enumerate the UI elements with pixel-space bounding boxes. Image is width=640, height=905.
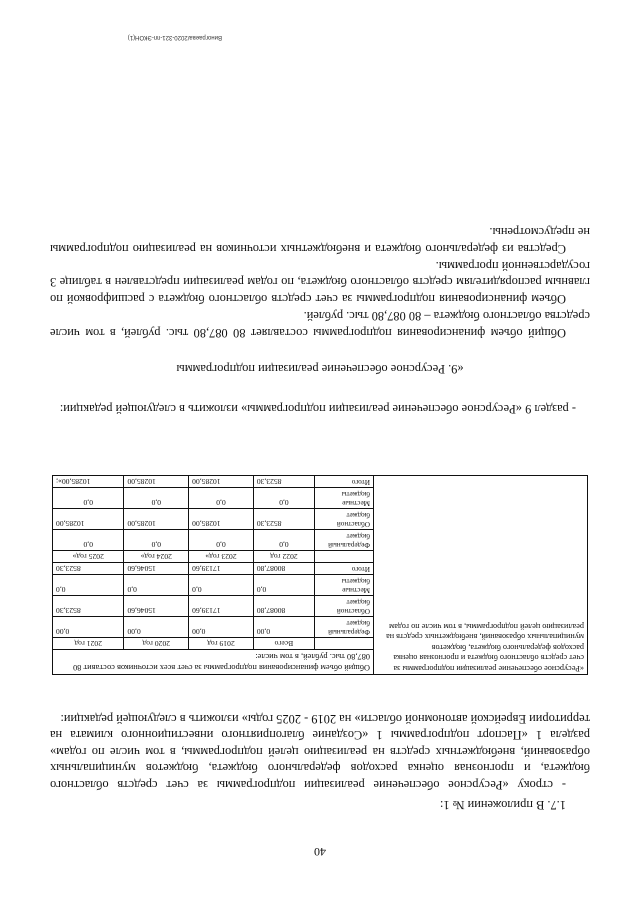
column-header: 2022 год <box>253 551 314 563</box>
source-label: Областной бюджет <box>315 509 374 530</box>
value-cell: 8523,30 <box>53 596 124 617</box>
value-cell: 0,0 <box>53 488 124 509</box>
value-cell: 0,0 <box>189 575 254 596</box>
value-cell: 15046,60 <box>124 596 189 617</box>
value-cell: 8523,30 <box>53 563 124 575</box>
value-cell: 0,0 <box>124 488 189 509</box>
resource-table <box>52 475 588 675</box>
paragraph-regional-budget: Объем финансирования подпрограммы за счет средств областного бюджета с расшифровкой по главным распорядителям средств областного бюджета, по годам реализации представлен в таблице 3 государственной программы. <box>50 259 590 306</box>
value-cell: 0,0 <box>124 530 189 551</box>
source-label: Федеральный бюджет <box>315 617 374 638</box>
total-financing-text: Общий объем финансирования подпрограммы за счет всех источников составит 80 087,80 тыс. рублей, в том числе: <box>53 650 374 675</box>
paragraph-1-7: 1.7. В приложении № 1: <box>439 798 566 812</box>
paragraph-razdel-9: - раздел 9 «Ресурсное обеспечение реализации подпрограммы» изложить в следующей редакции: <box>59 402 576 416</box>
value-cell: 10285,00 <box>189 509 254 530</box>
column-header: 2021 год <box>53 638 124 650</box>
column-header: 2024 год» <box>124 551 189 563</box>
value-cell: 80087,80 <box>253 596 314 617</box>
value-cell: 10285,00»; <box>53 476 124 488</box>
value-cell: 10285,00 <box>124 509 189 530</box>
value-cell: 0,0 <box>124 575 189 596</box>
column-header: 2025 год» <box>53 551 124 563</box>
source-label: Областной бюджет <box>315 596 374 617</box>
value-cell: 0,0 <box>189 488 254 509</box>
page-number: 40 <box>314 845 326 859</box>
column-header: Всего <box>253 638 314 650</box>
column-header: 2019 год <box>189 638 254 650</box>
value-cell: 0,0 <box>253 575 314 596</box>
value-cell: 0,0 <box>53 575 124 596</box>
section-heading-9: «9. Ресурсное обеспечение реализации подпрограммы <box>176 362 464 376</box>
value-cell: 0,0 <box>189 530 254 551</box>
document-stamp: Винограева/2020-321-пп-ЭКОН(1) <box>127 34 222 40</box>
value-cell: 17139,60 <box>189 596 254 617</box>
table-row <box>53 650 588 675</box>
source-label: Итого <box>315 563 374 575</box>
value-cell: 0,00 <box>53 617 124 638</box>
value-cell: 0,0 <box>53 530 124 551</box>
value-cell: 8523,30 <box>253 509 314 530</box>
source-label: Федеральный бюджет <box>315 530 374 551</box>
column-header: 2023 год» <box>189 551 254 563</box>
paragraph-stroka: - строку «Ресурсное обеспечение реализации подпрограммы за счет средств областного бюджета, и прогнозная оценка расходов федерального бюджета, бюджетов муниципальных образований, внебюджетных средств на реализацию целей подпрограммы, в том числе по годам» раздела 1 «Паспорт подпрограммы 1 «Создание благоприятного инвестиционного климата на территории Еврейской автономной области» на 2019 - 2025 годы» изложить в следующей редакции: <box>50 712 590 792</box>
paragraph-total-financing: Общий объем финансирования подпрограммы составляет 80 087,80 тыс. рублей, в том числе средства областного бюджета – 80 087,80 тыс. рублей. <box>50 309 590 340</box>
value-cell: 0,00 <box>189 617 254 638</box>
value-cell: 15046,60 <box>124 563 189 575</box>
resource-description: «Ресурсное обеспечение реализации подпрограммы за счет средств областного бюджета и прогнозная оценка расходов федерального бюджета, бюджетов муниципальных образований, внебюджетных средств на реализацию целей подпрограммы, в том числе по годам <box>374 476 588 675</box>
value-cell: 10285,00 <box>124 476 189 488</box>
column-header: 2020 год <box>124 638 189 650</box>
value-cell: 10285,00 <box>189 476 254 488</box>
value-cell: 80087,80 <box>253 563 314 575</box>
value-cell: 10285,00 <box>53 509 124 530</box>
value-cell: 0,0 <box>253 530 314 551</box>
value-cell: 8523,30 <box>253 476 314 488</box>
value-cell: 0,00 <box>253 617 314 638</box>
source-label: Итого <box>315 476 374 488</box>
value-cell: 17139,60 <box>189 563 254 575</box>
value-cell: 0,00 <box>124 617 189 638</box>
value-cell: 0,0 <box>253 488 314 509</box>
paragraph-federal-funds: Средства из федерального бюджета и внебюджетных источников на реализацию подпрограммы не предусмотрены. <box>50 225 590 256</box>
source-label: Местные бюджеты <box>315 575 374 596</box>
source-label: Местные бюджеты <box>315 488 374 509</box>
